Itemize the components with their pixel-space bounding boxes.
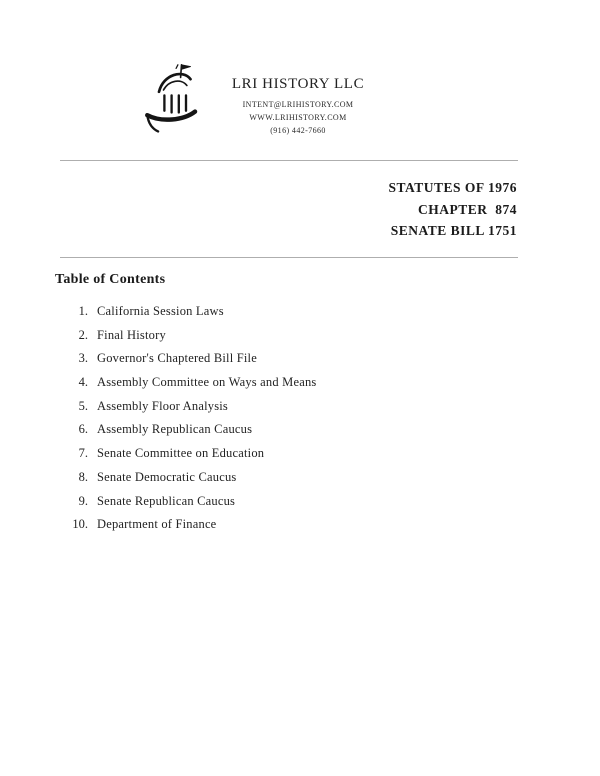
toc-item-label: Governor's Chaptered Bill File (97, 351, 257, 366)
toc-item-1 (55, 304, 525, 328)
toc-item-number: 8. (78, 469, 88, 484)
toc-item-2 (55, 328, 525, 352)
letterhead (206, 76, 390, 137)
toc-item-number: 5. (78, 398, 88, 413)
toc-item-label: Assembly Floor Analysis (97, 398, 228, 413)
toc-item-4 (55, 375, 525, 399)
toc-item-7 (55, 446, 525, 470)
toc-item-label: Senate Committee on Education (97, 446, 265, 461)
company-website: WWW.LRIHISTORY.COM (249, 113, 347, 122)
toc-list (55, 304, 525, 541)
toc-title: Table of Contents (55, 272, 166, 287)
toc-item-6 (55, 422, 525, 446)
company-email: INTENT@LRIHISTORY.COM (242, 100, 354, 109)
toc-item-label: Final History (97, 327, 166, 342)
toc-item-number: 2. (78, 327, 88, 342)
toc-item-9 (55, 494, 525, 518)
divider-top (60, 160, 518, 161)
toc-item-label: Assembly Republican Caucus (97, 422, 253, 437)
senate-bill-line: SENATE BILL 1751 (390, 223, 517, 238)
toc-item-label: Senate Democratic Caucus (97, 469, 237, 484)
toc-item-label: Department of Finance (97, 517, 217, 532)
company-name: LRI HISTORY LLC (231, 76, 365, 92)
toc-item-number: 10. (72, 517, 88, 532)
toc-item-8 (55, 470, 525, 494)
chapter-line: CHAPTER 874 (417, 201, 517, 217)
toc-item-number: 6. (78, 422, 88, 437)
toc-item-10 (55, 517, 525, 541)
capitol-sketch-logo-icon (141, 60, 213, 138)
divider-bottom (60, 257, 518, 258)
toc-item-label: Assembly Committee on Ways and Means (97, 375, 317, 390)
toc-item-number: 7. (78, 446, 88, 461)
toc-item-label: Senate Republican Caucus (97, 493, 236, 508)
toc-item-number: 4. (78, 375, 88, 390)
table-of-contents (55, 272, 525, 541)
toc-item-5 (55, 399, 525, 423)
toc-item-label: California Session Laws (97, 304, 224, 318)
statute-reference (388, 177, 517, 242)
toc-item-number: 3. (78, 351, 88, 366)
toc-item-number: 1. (78, 304, 88, 318)
company-phone: (916) 442-7660 (270, 126, 326, 135)
toc-item-number: 9. (78, 493, 88, 508)
toc-item-3 (55, 351, 525, 375)
statutes-line: STATUTES OF 1976 (388, 180, 517, 195)
